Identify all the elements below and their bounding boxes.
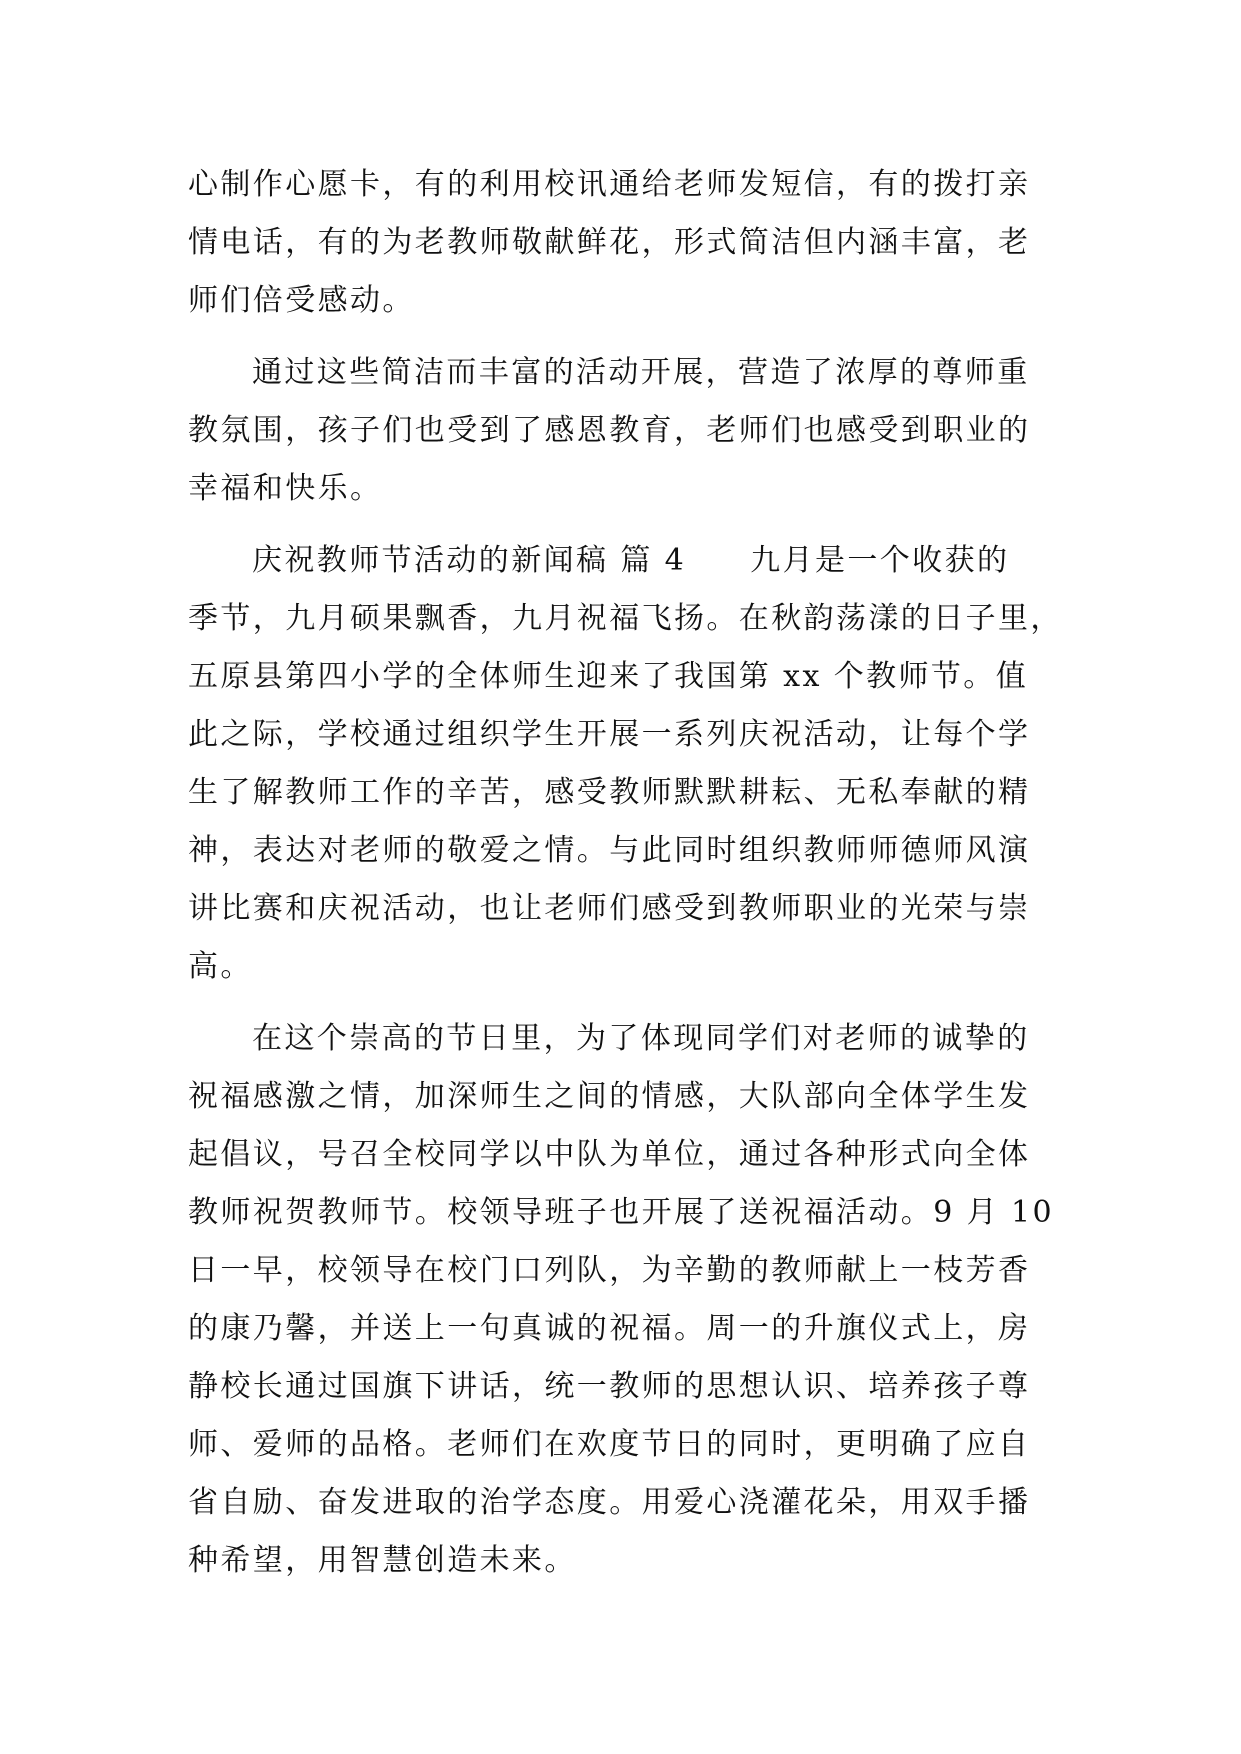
text-line: 祝福感激之情，加深师生之间的情感，大队部向全体学生发 xyxy=(188,1079,1031,1114)
text-line: 讲比赛和庆祝活动，也让老师们感受到教师职业的光荣与崇 xyxy=(188,891,1031,926)
text-line: 情电话，有的为老教师敬献鲜花，形式简洁但内涵丰富，老 xyxy=(188,225,1031,260)
first-line-text: 九月是一个收获的 xyxy=(750,543,1010,578)
text-line: 师、爱师的品格。老师们在欢度节日的同时，更明确了应自 xyxy=(188,1427,1031,1462)
text-line: 幸福和快乐。 xyxy=(188,471,383,506)
paragraph-gap xyxy=(188,330,1054,344)
text-line: 季节，九月硕果飘香，九月祝福飞扬。在秋韵荡漾的日子里， xyxy=(188,601,1063,636)
text-line: 日一早，校领导在校门口列队，为辛勤的教师献上一枝芳香 xyxy=(188,1253,1031,1288)
paragraph-gap xyxy=(188,996,1054,1010)
text-line: 静校长通过国旗下讲话，统一教师的思想认识、培养孩子尊 xyxy=(188,1369,1031,1404)
text-line: 师们倍受感动。 xyxy=(188,283,415,318)
paragraph xyxy=(188,532,1063,996)
paragraph xyxy=(188,1010,1054,1590)
text-line: 省自励、奋发进取的治学态度。用爱心浇灌花朵，用双手播 xyxy=(188,1485,1031,1520)
text-line: 教氛围，孩子们也受到了感恩教育，老师们也感受到职业的 xyxy=(188,413,1031,448)
paragraph xyxy=(188,156,1054,330)
text-line: 神，表达对老师的敬爱之情。与此同时组织教师师德师风演 xyxy=(188,833,1031,868)
document-body xyxy=(188,156,1063,1590)
text-line: 通过这些简洁而丰富的活动开展，营造了浓厚的尊师重 xyxy=(252,355,1030,390)
text-line: 高。 xyxy=(188,949,253,984)
text-line: 五原县第四小学的全体师生迎来了我国第 xx 个教师节。值 xyxy=(188,659,1029,694)
text-line xyxy=(188,532,1054,590)
text-line: 种希望，用智慧创造未来。 xyxy=(188,1543,577,1578)
article-title: 庆祝教师节活动的新闻稿 篇 4 xyxy=(252,543,687,578)
text-line: 心制作心愿卡，有的利用校讯通给老师发短信，有的拨打亲 xyxy=(188,167,1031,202)
paragraph-gap xyxy=(188,518,1054,532)
text-line: 在这个崇高的节日里，为了体现同学们对老师的诚挚的 xyxy=(252,1021,1030,1056)
text-line: 教师祝贺教师节。校领导班子也开展了送祝福活动。9 月 10 xyxy=(188,1195,1054,1230)
paragraph xyxy=(188,344,1054,518)
text-line: 起倡议，号召全校同学以中队为单位，通过各种形式向全体 xyxy=(188,1137,1031,1172)
text-line: 此之际，学校通过组织学生开展一系列庆祝活动，让每个学 xyxy=(188,717,1031,752)
text-line: 的康乃馨，并送上一句真诚的祝福。周一的升旗仪式上，房 xyxy=(188,1311,1031,1346)
text-line: 生了解教师工作的辛苦，感受教师默默耕耘、无私奉献的精 xyxy=(188,775,1031,810)
